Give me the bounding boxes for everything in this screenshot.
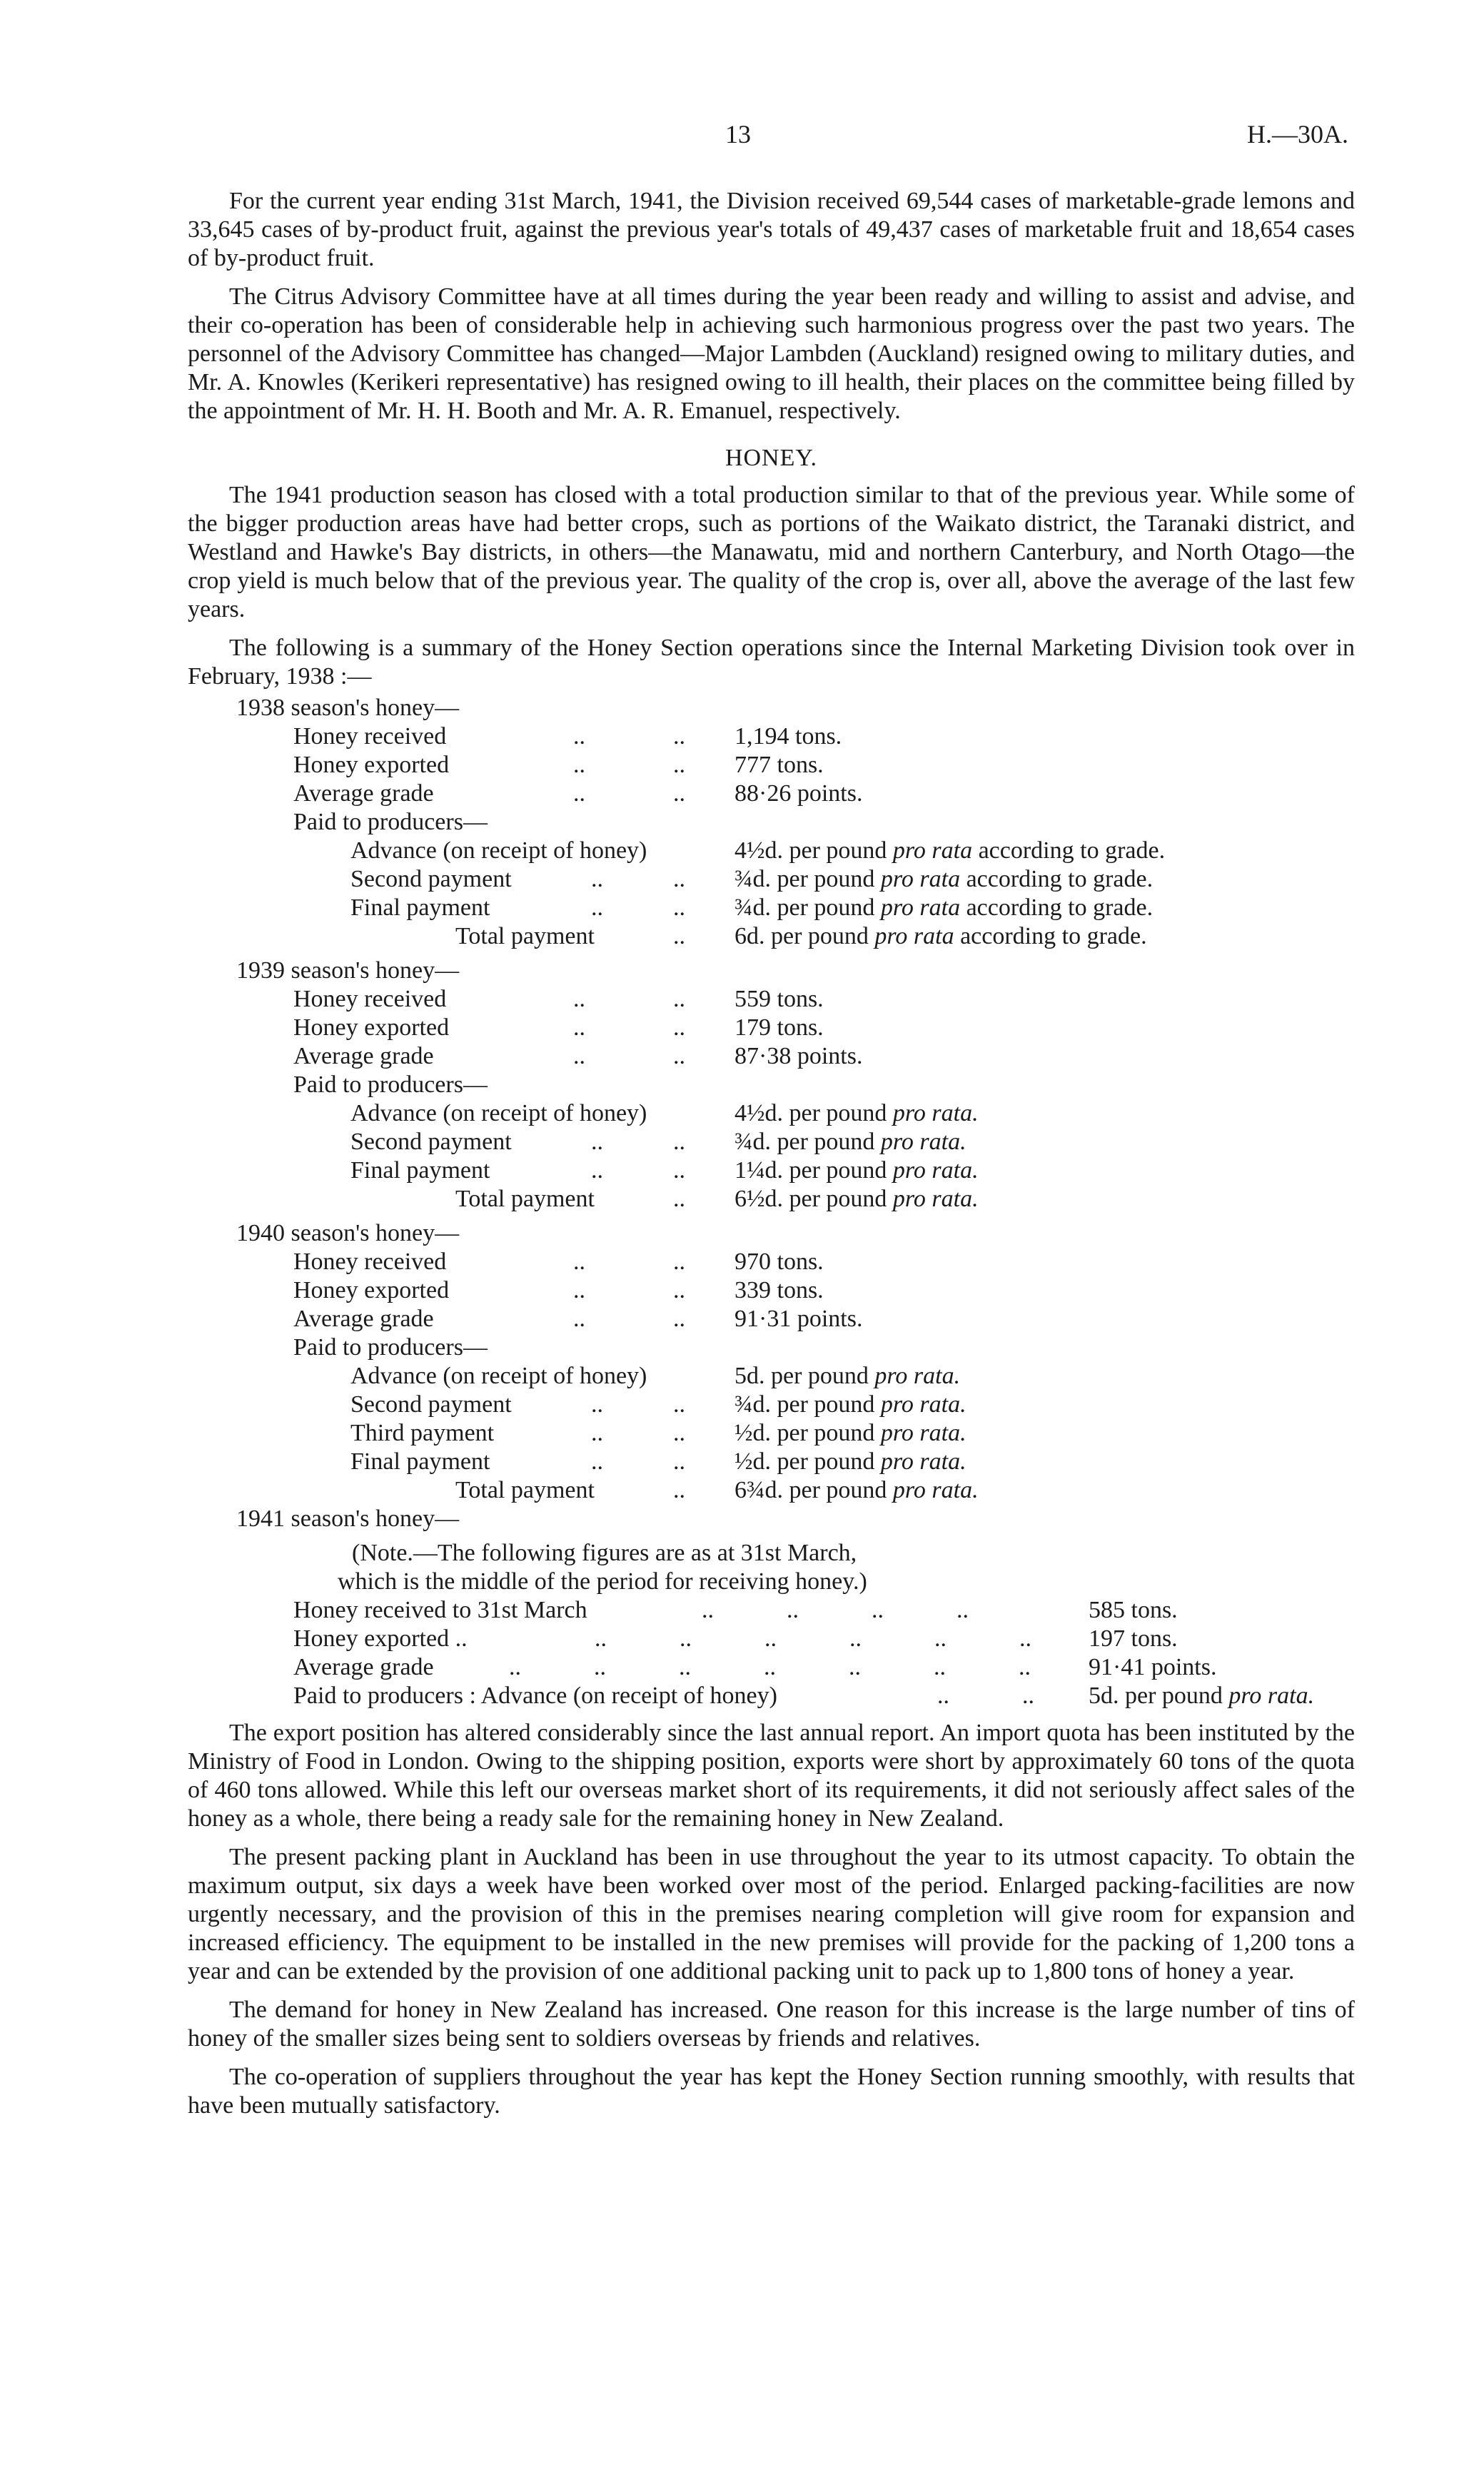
row-value: 6d. per pound pro rata according to grade. [735,923,1147,949]
row-value: 970 tons. [735,1248,824,1275]
row-label: Advance (on receipt of honey) [350,837,647,864]
row-value: 5d. per pound pro rata. [1089,1683,1315,1709]
dot-leader: .. [573,986,585,1012]
table-row [188,1448,1355,1476]
table-row [188,1156,1355,1185]
row-label: Average grade [293,1306,434,1332]
season-title: 1939 season's honey— [236,957,460,984]
dot-leader: .. [573,723,585,750]
row-label: Paid to producers— [293,1334,488,1361]
dot-leader: .. [591,866,603,892]
row-label: Third payment [350,1420,495,1446]
dot-leader: .. [591,1391,603,1418]
dot-leader: .. [573,752,585,778]
dot-leader: .. .. [937,1683,1034,1709]
document-reference: H.—30A. [1247,120,1348,148]
table-row [188,780,1355,808]
season-title: 1938 season's honey— [236,695,460,721]
row-label: Honey exported [293,752,450,778]
dot-leader: .. [673,1420,685,1446]
row-value: 88·26 points. [735,780,863,807]
season-title: 1941 season's honey— [236,1505,460,1532]
dot-leader: .. [573,1248,585,1275]
table-row [188,1476,1355,1505]
note-line: (Note.—The following figures are as at 31st March, [352,1540,857,1566]
table-row [188,1362,1355,1391]
table-row [188,894,1355,922]
row-label: Advance (on receipt of honey) [350,1363,647,1389]
table-row [188,751,1355,780]
season-1939-title-row [188,957,1355,985]
table-row [188,1333,1355,1362]
row-value: 559 tons. [735,986,824,1012]
table-row [188,865,1355,894]
row-value: 777 tons. [735,752,824,778]
note-row [188,1539,1355,1568]
table-row [188,1042,1355,1071]
row-value: ¾d. per pound pro rata. [735,1129,966,1155]
dot-leader: .. [591,1157,603,1184]
table-row [188,1185,1355,1214]
row-value: ¾d. per pound pro rata according to grade. [735,894,1154,921]
row-label: Honey received [293,1248,447,1275]
dot-leader: .. [591,1129,603,1155]
row-value: ¾d. per pound pro rata according to grade. [735,866,1154,892]
dot-leader: .. [573,1043,585,1069]
dot-leader: .. .. .. .. .. .. [595,1625,1031,1652]
paragraph-export-position: The export position has altered considerably since the last annual report. An import quota has been instituted by the Ministry of Food in London. Owing to the shipping position, exports were short by approximately 60 tons of the quota of 460 tons allowed. While this left our overseas market short of its requirements, it did not seriously affect sales of the honey as a whole, there being a ready sale for the remaining honey in New Zealand. [188,1720,1355,1832]
row-value: 87·38 points. [735,1043,863,1069]
dot-leader: .. [573,1306,585,1332]
row-label: Second payment [350,1129,512,1155]
table-row [188,1625,1355,1653]
dot-leader: .. [673,1043,685,1069]
dot-leader: .. [573,1277,585,1303]
dot-leader: .. [673,1186,685,1212]
dot-leader: .. [673,866,685,892]
row-value: 4½d. per pound pro rata. [735,1100,979,1126]
season-1938-title-row [188,694,1355,722]
paragraph-honey-season: The 1941 production season has closed with a total production similar to that of the previous year. While some of the bigger production areas have had better crops, such as portions of the Waikato district, the Taranaki district, and Westland and Hawke's Bay districts, in others—the Manawatu, mid and northern Canterbury, and North Otago—the crop yield is much below that of the previous year. The quality of the crop is, over all, above the average of the last few years. [188,482,1355,622]
paragraph-honey-summary-intro: The following is a summary of the Honey Section operations since the Internal Marketing Division took over in February, 1938 :— [188,635,1355,690]
row-value: 4½d. per pound pro rata according to grade. [735,837,1166,864]
dot-leader: .. [673,1448,685,1475]
table-row [188,1305,1355,1333]
dot-leader: .. [673,1248,685,1275]
row-label: Final payment [350,1448,490,1475]
document-body [188,187,1355,2130]
row-value: 339 tons. [735,1277,824,1303]
row-value: ½d. per pound pro rata. [735,1420,966,1446]
row-value: 91·31 points. [735,1306,863,1332]
dot-leader: .. [591,894,603,921]
table-row [188,808,1355,837]
dot-leader: .. [673,986,685,1012]
row-value: ½d. per pound pro rata. [735,1448,966,1475]
paragraph-citrus-figures: For the current year ending 31st March, 1941, the Division received 69,544 cases of marketable-grade lemons and 33,645 cases of by-product fruit, against the previous year's totals of 49,437 cases of marketable fruit and 18,654 cases of by-product fruit. [188,188,1355,271]
note-line: which is the middle of the period for receiving honey.) [338,1568,867,1595]
row-label: Total payment [455,923,595,949]
season-1941-title-row [188,1505,1355,1533]
paragraph-cooperation: The co-operation of suppliers throughout the year has kept the Honey Section running smoothly, with results that have been mutually satisfactory. [188,2064,1355,2119]
row-value: 1,194 tons. [735,723,842,750]
dot-leader: .. [573,1014,585,1041]
dot-leader: .. .. .. .. .. .. .. [509,1654,1031,1680]
dot-leader: .. [673,1306,685,1332]
row-label: Paid to producers— [293,809,488,835]
row-label: Paid to producers— [293,1071,488,1098]
dot-leader: .. [673,1129,685,1155]
table-row [188,922,1355,951]
dot-leader: .. [673,894,685,921]
row-label: Final payment [350,1157,490,1184]
dot-leader: .. [573,780,585,807]
row-value: 179 tons. [735,1014,824,1041]
dot-leader: .. [673,1391,685,1418]
table-row [188,722,1355,751]
dot-leader: .. [673,752,685,778]
row-label: Paid to producers : Advance (on receipt of honey) [293,1683,777,1709]
section-heading-honey: HONEY. [725,445,818,471]
row-value: 5d. per pound pro rata. [735,1363,961,1389]
row-label: Average grade [293,1043,434,1069]
table-row [188,1682,1355,1710]
row-label: Honey received to 31st March [293,1597,587,1623]
table-row [188,1391,1355,1419]
row-value: ¾d. per pound pro rata. [735,1391,966,1418]
dot-leader: .. [673,1477,685,1503]
row-label: Second payment [350,866,512,892]
table-row [188,1419,1355,1448]
row-label: Honey exported .. [293,1625,468,1652]
row-value: 585 tons. [1089,1597,1178,1623]
row-label: Total payment [455,1477,595,1503]
dot-leader: .. .. .. .. [702,1597,969,1623]
paragraph-packing-plant: The present packing plant in Auckland has been in use throughout the year to its utmost capacity. To obtain the maximum output, six days a week have been worked over most of the period. Enlarged packing-facilities are now urgently necessary, and the provision of this in the premises nearing completion will give room for expansion and increased efficiency. The equipment to be installed in the new premises will provide for the packing of 1,200 tons a year and can be extended by the provision of one additional packing unit to pack up to 1,800 tons of honey a year. [188,1844,1355,1984]
row-value: 91·41 points. [1089,1654,1217,1680]
table-row [188,1653,1355,1682]
dot-leader: .. [591,1420,603,1446]
dot-leader: .. [673,723,685,750]
table-row [188,1276,1355,1305]
note-row [188,1568,1355,1596]
table-row [188,1596,1355,1625]
page-number: 13 [725,120,751,148]
row-value: 6½d. per pound pro rata. [735,1186,979,1212]
paragraph-citrus-committee: The Citrus Advisory Committee have at all times during the year been ready and willing to assist and advise, and their co-operation has been of considerable help in achieving such harmonious progress over the past two years. The personnel of the Advisory Committee has changed—Major Lambden (Auckland) resigned owing to military duties, and Mr. A. Knowles (Kerikeri representative) has resigned owing to ill health, their places on the committee being filled by the appointment of Mr. H. H. Booth and Mr. A. R. Emanuel, respectively. [188,283,1355,424]
row-value: 1¼d. per pound pro rata. [735,1157,979,1184]
season-1940-title-row [188,1219,1355,1248]
row-label: Honey exported [293,1014,450,1041]
row-value: 6¾d. per pound pro rata. [735,1477,979,1503]
dot-leader: .. [673,1157,685,1184]
dot-leader: .. [673,780,685,807]
table-row [188,837,1355,865]
paragraph-demand: The demand for honey in New Zealand has increased. One reason for this increase is the large number of tins of honey of the smaller sizes being sent to soldiers overseas by friends and relatives. [188,1997,1355,2052]
row-label: Final payment [350,894,490,921]
table-row [188,1248,1355,1276]
row-value: 197 tons. [1089,1625,1178,1652]
table-row [188,1128,1355,1156]
table-row [188,1014,1355,1042]
dot-leader: .. [673,1277,685,1303]
row-label: Honey exported [293,1277,450,1303]
row-label: Second payment [350,1391,512,1418]
table-row [188,985,1355,1014]
row-label: Average grade [293,780,434,807]
row-label: Average grade [293,1654,434,1680]
row-label: Total payment [455,1186,595,1212]
row-label: Advance (on receipt of honey) [350,1100,647,1126]
table-row [188,1099,1355,1128]
dot-leader: .. [591,1448,603,1475]
row-label: Honey received [293,723,447,750]
row-label: Honey received [293,986,447,1012]
table-row [188,1071,1355,1099]
dot-leader: .. [673,923,685,949]
dot-leader: .. [673,1014,685,1041]
season-title: 1940 season's honey— [236,1220,460,1246]
